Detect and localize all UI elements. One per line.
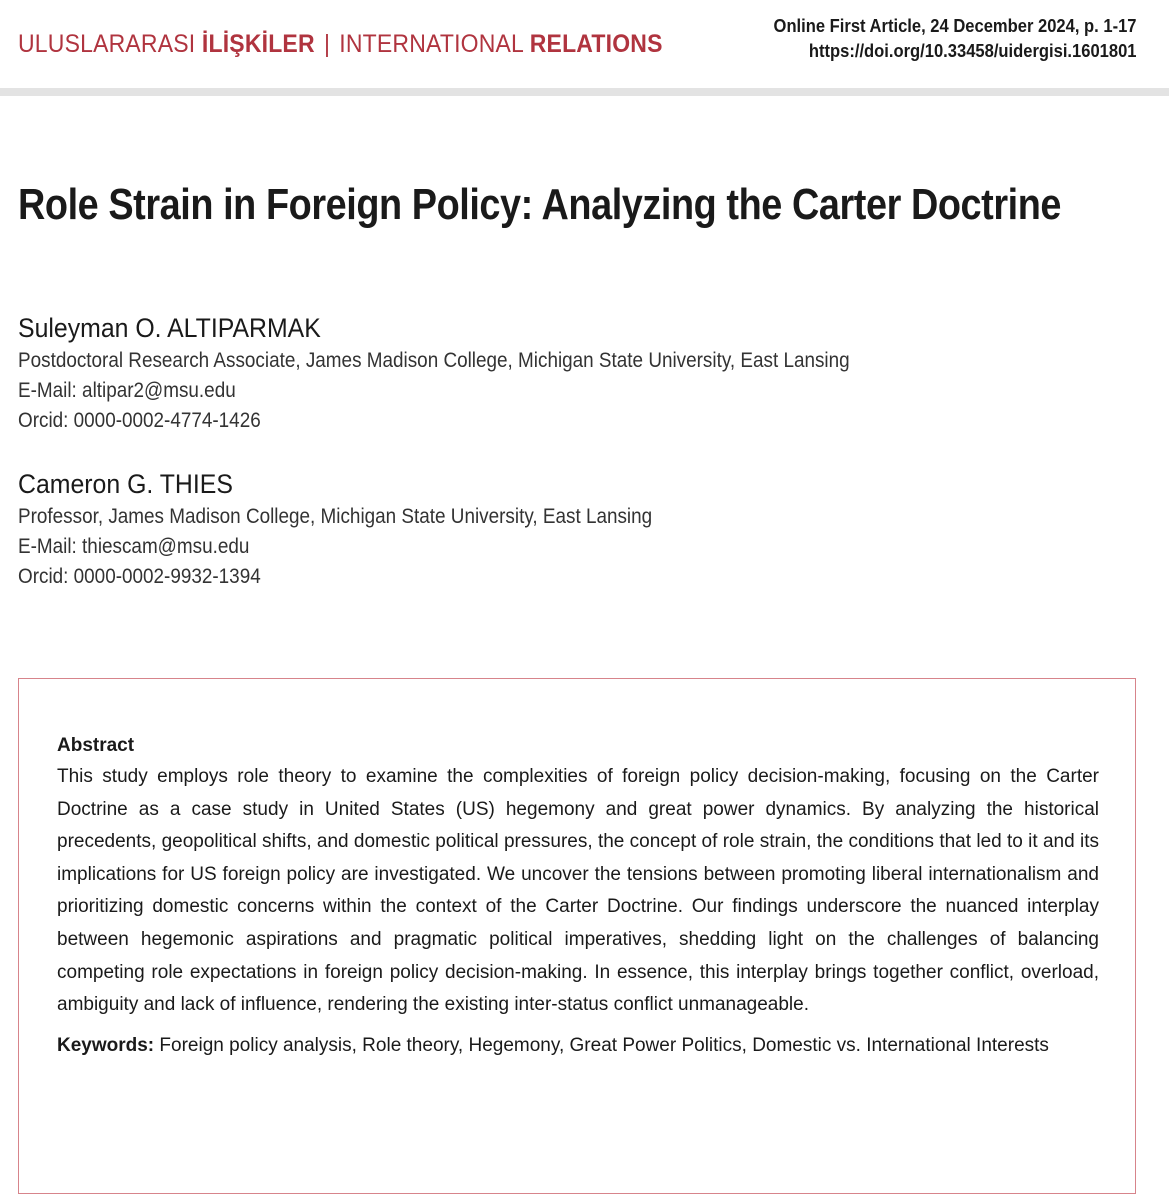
author-email[interactable]: E-Mail: thiescam@msu.edu: [18, 535, 250, 558]
abstract-heading: Abstract: [57, 735, 135, 756]
author-affiliation: Postdoctoral Research Associate, James Madison College, Michigan State University, East Lansing: [18, 349, 850, 372]
journal-name: [18, 30, 663, 59]
keywords-list: Foreign policy analysis, Role theory, Hegemony, Great Power Politics, Domestic vs. International Interests: [159, 1034, 1049, 1056]
keywords-label: Keywords:: [57, 1034, 155, 1056]
author-block: [18, 466, 723, 592]
issue-info: [774, 14, 1137, 64]
abstract-text: This study employs role theory to examine the complexities of foreign policy decision-making, focusing on the Carter Doctrine as a case study in United States (US) hegemony and great power dynamics. By analyzing the historical precedents, geopolitical shifts, and domestic political pressures, the concept of role strain, the conditions that led to it and its implications for US foreign policy are investigated. We uncover the tensions between promoting liberal internationalism and prioritizing domestic concerns within the context of the Carter Doctrine. Our findings underscore the nuanced interplay between hegemonic aspirations and pragmatic political imperatives, shedding light on the challenges of balancing competing role expectations in foreign policy decision-making. In essence, this interplay brings together conflict, overload, ambiguity and lack of influence, rendering the existing inter-status conflict unmanageable.: [57, 766, 1099, 1016]
author-email[interactable]: E-Mail: altipar2@msu.edu: [18, 379, 236, 402]
author-name: Cameron G. THIES: [18, 469, 233, 499]
author-name: Suleyman O. ALTIPARMAK: [18, 313, 321, 343]
abstract-box: [18, 678, 1136, 1194]
author-affiliation: Professor, James Madison College, Michigan State University, East Lansing: [18, 505, 653, 528]
header-divider: [0, 88, 1169, 96]
issue-line: Online First Article, 24 December 2024, p. 1-17: [774, 16, 1137, 36]
journal-name-en: INTERNATIONAL RELATIONS: [339, 30, 663, 58]
keywords: [57, 1032, 1099, 1060]
doi-link[interactable]: https://doi.org/10.33458/uidergisi.1601801: [809, 41, 1137, 61]
author-block: [18, 310, 942, 436]
journal-name-tr: ULUSLARARASI İLİŞKİLER: [18, 30, 315, 58]
abstract-content: [57, 735, 1099, 1060]
author-orcid: Orcid: 0000-0002-4774-1426: [18, 409, 261, 432]
author-orcid: Orcid: 0000-0002-9932-1394: [18, 565, 261, 588]
journal-separator: |: [323, 30, 331, 58]
article-title: Role Strain in Foreign Policy: Analyzing the Carter Doctrine: [18, 180, 1062, 229]
